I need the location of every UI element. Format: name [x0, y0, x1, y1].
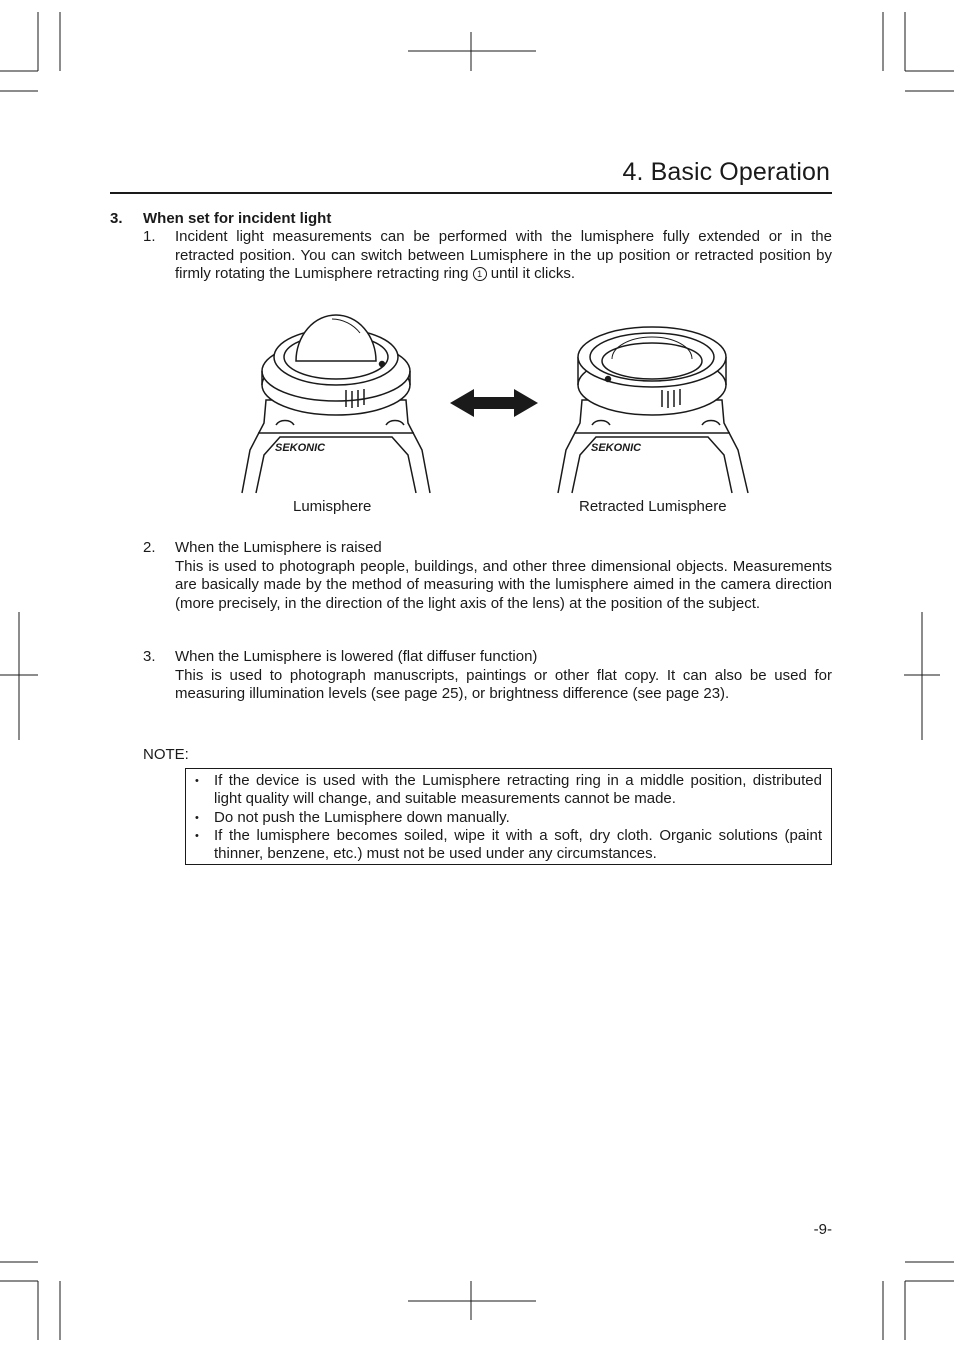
page-title: 4. Basic Operation	[622, 158, 830, 186]
caption-retracted-lumisphere: Retracted Lumisphere	[579, 498, 727, 515]
item-3-number: 3.	[143, 648, 156, 665]
note-item	[195, 827, 822, 864]
item-2-number: 2.	[143, 539, 156, 556]
brand-logo-left: SEKONIC	[275, 442, 326, 454]
section-title: When set for incident light	[143, 210, 332, 227]
note-list	[186, 769, 831, 863]
note-item-text: If the device is used with the Lumisphere retracting ring in a middle position, distributed light quality will change, and suitable measurements cannot be made.	[214, 772, 822, 808]
item-2-heading: When the Lumisphere is raised	[175, 539, 382, 556]
item-1-text: Incident light measurements can be performed with the lumisphere fully extended or in the retracted position. You can switch between Lumisphere in the up position or retracted position by firmly rotating the Lumisphere retracting ring	[175, 228, 832, 282]
item-1-number: 1.	[143, 228, 156, 245]
bullet: •	[195, 811, 199, 824]
section-heading	[110, 210, 331, 227]
item-1	[143, 228, 832, 284]
item-3-heading: When the Lumisphere is lowered (flat diffuser function)	[175, 648, 538, 665]
bullet: •	[195, 775, 199, 787]
bullet: •	[195, 829, 199, 842]
item-3-body: This is used to photograph manuscripts, paintings or other flat copy. It can also be used for measuring illumination levels (see page 25), or brightness difference (see page 23).	[175, 666, 832, 702]
meter-retracted	[558, 327, 748, 493]
note-item	[195, 809, 822, 827]
note-box	[185, 768, 832, 865]
switch-arrow	[450, 389, 538, 417]
section-number: 3.	[110, 210, 123, 227]
item-2-body: This is used to photograph people, buildings, and other three dimensional objects. Measurements are basically made by the method of measuring with the lumisphere aimed in the camera direction (more precisely, in the direction of the light axis of the lens) at the position of the subject.	[175, 557, 832, 612]
item-1-text-end: until it clicks.	[486, 265, 575, 282]
meter-raised	[242, 315, 430, 493]
page-number: -9-	[813, 1221, 832, 1238]
title-rule	[110, 192, 832, 194]
brand-logo-right: SEKONIC	[591, 442, 642, 454]
lumisphere-illustration	[236, 305, 756, 497]
note-item-text: Do not push the Lumisphere down manually.	[214, 808, 510, 826]
note-item	[195, 772, 822, 809]
item-3	[143, 648, 832, 704]
item-2	[143, 539, 832, 613]
caption-lumisphere: Lumisphere	[293, 498, 372, 515]
note-item-text: If the lumisphere becomes soiled, wipe it with a soft, dry cloth. Organic solutions (paint thinner, benzene, etc.) must not be used under any circumstances.	[214, 826, 822, 863]
note-label: NOTE:	[143, 746, 189, 763]
callout-1: 1	[473, 267, 487, 281]
